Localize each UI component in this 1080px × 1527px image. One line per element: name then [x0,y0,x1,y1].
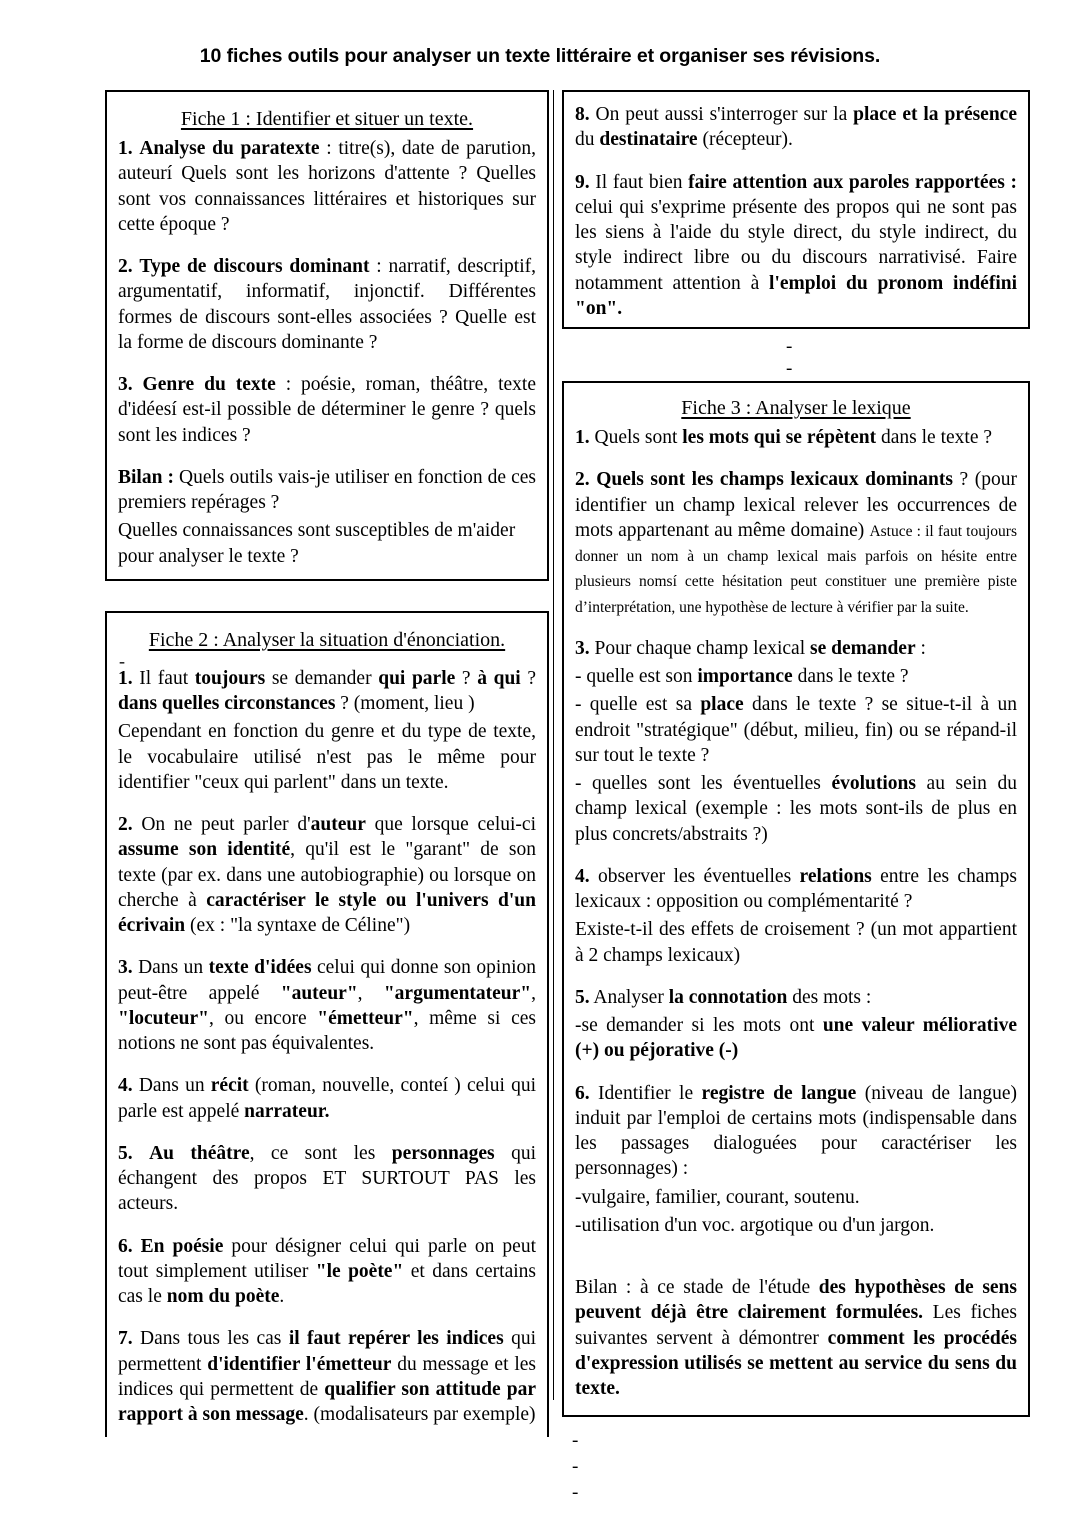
t: qui permettent [118,1328,536,1375]
b: comment les procédés d'expression utilisés se mettent au service du sens du texte. [575,1327,1018,1399]
t: observer les éventuelles [589,865,800,887]
item-number: 7. [118,1328,133,1350]
fiche-2-item-2 [118,812,536,938]
fiche-3-title-text: Fiche 3 : Analyser le lexique [681,397,911,419]
fiche-3-bilan [575,1275,1017,1401]
t: dans le texte ? se situe-t-il à un endroit "stratégique" (début, milieu, fin) ou se répand-il sur tout le texte ? [575,694,1017,766]
fiche-3-item-5 [575,985,1017,1010]
t: celui qui donne son opinion peut-être appelé [118,957,536,1004]
inter-box-artifacts [562,329,1030,381]
b: une valeur méliorative (+) ou péjorative (-) [575,1015,1017,1062]
fiche-1-title-text: Fiche 1 : Identifier et situer un texte. [180,108,474,130]
t: . (modalisateurs par exemple) [303,1404,536,1425]
t: dans le texte ? [792,666,909,687]
scan-artifact-dash-5: - [572,1482,579,1504]
fiche-1-item-3 [118,372,536,448]
b: qualifier son attitude par rapport à son message [118,1378,536,1425]
t: , [357,982,384,1004]
b: destinataire [599,129,698,151]
item-number: 5. [575,986,590,1008]
b: auteur [310,814,366,835]
b: personnages [391,1142,495,1164]
item-number: 2. [575,469,590,491]
b: assume son identité [118,839,291,861]
b: évolutions [831,773,916,794]
item-number: 1. [575,427,590,448]
fiche-1-item-1 [118,136,536,237]
b: toujours [194,667,266,689]
b: "argumentateur" [383,982,532,1004]
box-gap [105,581,549,611]
bilan-spacer [575,1255,1017,1275]
item-number: 1. [118,667,133,689]
item-number: 4. [118,1075,133,1097]
item-number: 9. [575,171,590,193]
enonciation-continuation-box [562,90,1030,329]
fiche-2-title [118,627,536,653]
t: qui échangent des propos ET SURTOUT PAS les acteurs. [118,1142,537,1215]
fiche-2-item-1-head [118,666,536,717]
b: "le poète" [315,1260,404,1282]
item-body: : narratif, descriptif, argumentatif, informatif, injonctif. Différentes formes de discours sont-elles associées ? Quelle est la forme de discours dominante ? [118,256,536,353]
right-column [562,90,1030,1504]
t: Pour chaque champ lexical [589,637,810,659]
fiche-3-item-4 [575,864,1017,915]
item-number: 3. [118,374,133,395]
fiche-2-item-7 [118,1326,536,1427]
t: (niveau de langue) induit par l'emploi de certains mots (indispensable dans les passages dialoguées pour caractériser les personnages) : [575,1082,1017,1180]
bilan-lead: Bilan : [118,466,174,488]
fiche-3-item-6-line-2: -vulgaire, familier, courant, soutenu. [575,1186,860,1208]
b: En poésie [140,1235,224,1257]
item-number: 2. [118,814,133,835]
b: l'emploi du pronom indéfini "on". [575,272,1017,319]
t: entre les champs lexicaux : opposition ou complémentarité ? [575,865,1018,912]
t: , qu'il est le "garant" de son texte (par ex. dans une autobiographie) ou lorsque on cherche à [118,839,536,911]
t: au sein du champ lexical (exemple : les mots sont-ils de plus en plus concrets/abstraits ?) [575,773,1017,845]
t: , ou encore [208,1007,318,1029]
item-number: 3. [575,637,590,659]
t: On ne peut parler d' [132,814,311,835]
fiche-3-item-3-bullet-2 [575,692,1017,768]
fiche-2-item-1-rest: Cependant en fonction du genre et du type de texte, le vocabulaire utilisé n'est pas le même pour identifier "ceux qui parlent" dans un texte. [118,721,536,793]
b: qui parle [378,667,456,689]
item-body: : poésie, roman, théâtre, texte d'idéesí est-il possible de déterminer le genre ? quels sont les indices ? [118,374,536,446]
fiche-2-item-6 [118,1234,536,1310]
t: des mots : [787,986,872,1008]
fiche-1-title [118,106,536,132]
t: - quelle est sa [575,694,701,716]
t: que lorsque celui-ci [365,814,536,835]
t: Dans tous les cas [132,1328,289,1350]
t: Identifier le [589,1082,702,1104]
t: Il faut bien [589,171,689,193]
fiche-3-item-3-head [575,636,1017,661]
t: - quelles sont les éventuelles [575,773,832,794]
fiche-3-item-1 [575,425,1017,450]
fiche-3-item-6-line-3: -utilisation d'un voc. argotique ou d'un jargon. [575,1214,935,1236]
b: "locuteur" [118,1007,209,1029]
fiche-1-bilan-line-2: Quelles connaissances sont susceptibles de m'aider pour analyser le texte ? [118,520,516,567]
t: Bilan : à ce stade de l'étude [575,1277,819,1298]
b: registre de langue [701,1082,857,1104]
item-9 [575,170,1017,322]
b: texte d'idées [208,957,312,979]
t: . [279,1286,285,1307]
fiche-3-box [562,381,1030,1417]
left-column [105,90,549,1437]
t: , ce sont les [249,1142,392,1164]
item-number: 4. [575,865,590,887]
b: d'identifier l'émetteur [207,1353,392,1375]
b: "émetteur" [317,1007,414,1029]
astuce-note: Astuce : il faut toujours donner un nom à un champ lexical mais parfois on hésite entre plusieurs nomsí cette hésitation peut constituer une première piste d’interprétation, une hypothèse de lecture à vérifier par la suite. [575,522,1017,616]
b: nom du poète [166,1286,280,1307]
scan-artifact-dash-2: - [786,358,793,379]
item-number: 2. [118,256,133,277]
t: (ex : "la syntaxe de Céline") [185,915,411,936]
item-lead: Genre du texte [142,374,276,395]
scan-artifact-macron: - [119,650,125,671]
trailing-artifacts [562,1417,1030,1504]
fiche-3-item-4-line-2: Existe-t-il des effets de croisement ? (un mot appartient à 2 champs lexicaux) [575,919,1017,966]
t: : [915,637,926,659]
fiche-2-item-4 [118,1073,536,1124]
fiche-1-item-2 [118,254,536,355]
scan-artifact-dash-1: - [786,336,793,357]
page-title: 10 fiches outils pour analyser un texte littéraire et organiser ses révisions. [199,45,881,67]
b: la connotation [668,986,788,1008]
t: Il faut [132,667,195,689]
t: (récepteur). [697,129,793,151]
b: place et la présence [853,104,1017,125]
item-number: 8. [575,104,590,125]
t: Quels sont [589,427,683,448]
t: dans le texte ? [876,427,993,448]
b: les mots qui se répètent [682,427,877,448]
t: se demander [265,667,379,689]
fiche-1-bilan-line-1 [118,465,536,516]
t: Dans un [132,1075,211,1097]
b: importance [697,666,793,687]
t: ? [455,667,478,689]
bilan-body: Quels outils vais-je utiliser en fonction de ces premiers repérages ? [118,466,536,513]
item-number: 6. [118,1235,133,1257]
b: place [700,694,744,716]
fiche-3-item-3-bullet-3 [575,771,1017,847]
t: du message et les indices qui permettent de [118,1353,536,1400]
b: relations [799,865,872,887]
fiche-3-item-3-bullet-1 [575,664,1017,689]
item-8 [575,102,1017,153]
fiche-3-item-6 [575,1081,1017,1182]
item-lead: Type de discours dominant [139,256,370,277]
b: à qui [477,667,521,689]
scan-artifact-dash-4: - [572,1456,579,1478]
b: narrateur. [244,1100,330,1122]
b: "auteur" [280,982,358,1004]
scan-artifact-dash-3: - [572,1430,579,1452]
b: se demander [810,637,916,659]
t: , même si ces notions ne sont pas équivalentes. [118,1007,536,1054]
fiche-2-box [105,611,549,1438]
b: récit [210,1075,249,1097]
b: Au théâtre [149,1142,250,1164]
item-lead: Analyse du paratexte [139,138,320,159]
item-number: 3. [118,957,133,979]
item-number: 1. [118,138,133,159]
b: caractériser le style ou l'univers d'un écrivain [118,889,536,936]
b: Quels sont les champs lexicaux dominants [589,469,953,491]
t: du [575,129,600,151]
b: il faut repérer les indices [288,1328,504,1350]
t: celui qui s'exprime présente des propos qui ne sont pas les siens à l'aide du style direct, du style indirect, du style indirect libre ou du discours narrativisé. Faire notamment attention à [575,196,1017,294]
t: Les fiches suivantes servent à démontrer [575,1302,1018,1349]
item-number: 6. [575,1082,590,1104]
fiche-2-item-5 [118,1141,536,1217]
t: , [531,982,537,1004]
fiche-1-box [105,90,549,581]
item-number: 5. [118,1142,133,1164]
fiche-3-item-5-line-2 [575,1013,1017,1064]
t: Dans un [132,957,209,979]
t: On peut aussi s'interroger sur la [589,104,854,125]
b: des hypothèses de sens peuvent déjà être clairement formulées. [575,1277,1017,1324]
fiche-3-item-2 [575,467,1017,619]
column-divider [553,90,554,1400]
fiche-2-title-text: Fiche 2 : Analyser la situation d'énonciation. [148,628,506,651]
t: Analyser [589,986,669,1008]
t: et dans certains cas le [118,1260,537,1307]
item-body: : titre(s), date de parution, auteurí Quels sont les horizons d'attente ? Quelles sont vos connaissances littéraires et historiques sur cette époque ? [118,138,537,235]
fiche-3-title [575,395,1017,421]
t [133,1236,141,1257]
fiche-2-item-3 [118,955,536,1056]
t [133,1143,149,1164]
t: ? (moment, lieu ) [335,693,475,714]
t: ? [520,667,537,689]
t: (roman, nouvelle, conteí ) celui qui parle est appelé [118,1075,536,1122]
t: -se demander si les mots ont [575,1015,823,1036]
t: ? (pour identifier un champ lexical relever les occurrences de mots appartenant au même domaine) [575,469,1017,541]
b: faire attention aux paroles rapportées : [688,171,1017,193]
b: dans quelles circonstances [118,693,336,714]
t: pour désigner celui qui parle on peut tout simplement utiliser [118,1235,537,1282]
t: - quelle est son [575,666,698,687]
